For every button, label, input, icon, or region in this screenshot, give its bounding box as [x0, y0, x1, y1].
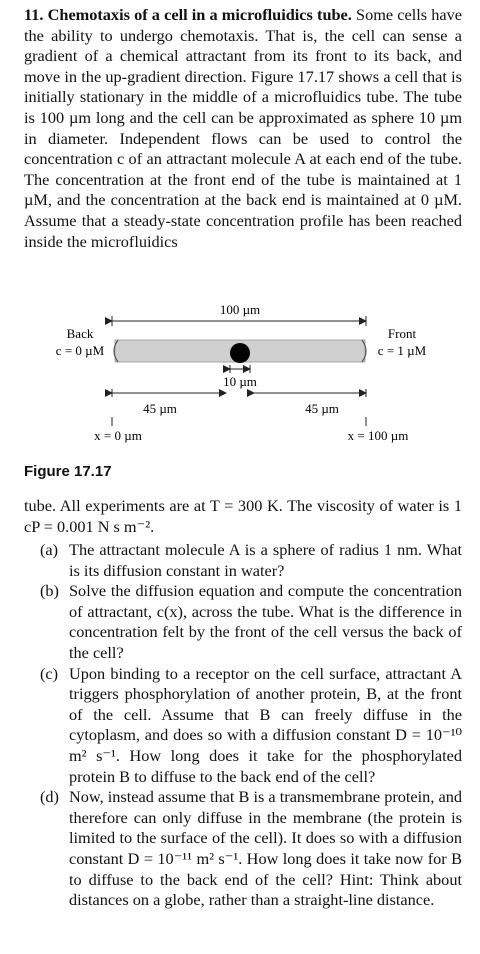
part-a — [24, 540, 462, 581]
right-gap-label: 45 µm — [305, 401, 339, 416]
tube-length-dimension — [112, 302, 366, 326]
problem-parts — [24, 540, 462, 911]
problem-intro-text: Some cells have the ability to undergo chemotaxis. That is, the cell can sense a gradient of a chemical attractant from its front to its back, and move in the up-gradient direction. Figure 17.17 shows a cell that is initially stationary in the middle of a microfluidics tube. The tube is 100 µm long and the cell can be approximated as sphere 10 µm in diameter. Independent flows can be used to control the concentration c of an attractant molecule A at each end of the tube. The concentration at the front end of the tube is maintained at 1 µM, and the concentration at the back end is maintained at 0 µM. Assume that a steady-state concentration profile has been reached inside the microfluidics — [24, 5, 463, 251]
left-gap-label: 45 µm — [143, 401, 177, 416]
cell — [230, 343, 250, 363]
cell-diameter-label: 10 µm — [223, 374, 257, 389]
part-d — [24, 787, 462, 911]
back-label: Back — [66, 326, 94, 341]
problem-intro — [24, 5, 462, 252]
part-d-text: Now, instead assume that B is a transmembrane protein, and therefore can only diffuse in the membrane (the protein is limited to the surface of the cell). It does so with a diffusion constant D = 10⁻¹¹ m² s⁻¹. How long does it take now for B to diffuse to the back end of the cell? Hint: Think about distances on a globe, rather than a straight-line distance. — [69, 787, 462, 910]
part-a-text: The attractant molecule A is a sphere of radius 1 nm. What is its diffusion constant in water? — [69, 540, 462, 580]
part-c-label: (c) — [40, 663, 59, 683]
gap-dimensions — [112, 389, 366, 416]
part-b-text: Solve the diffusion equation and compute the concentration of attractant, c(x), across the tube. What is the difference in concentration felt by the front of the cell versus the back of the cell? — [69, 581, 462, 662]
part-c — [24, 664, 462, 788]
problem-number: 11. — [24, 5, 44, 24]
front-concentration: c = 1 µM — [377, 343, 427, 358]
cell-diameter-dimension — [223, 365, 257, 389]
part-c-text: Upon binding to a receptor on the cell surface, attractant A triggers phosphorylation of another protein, B, at the front of the cell. Assume that B can freely diffuse in the cytoplasm, and does so with a diffusion constant D = 10⁻¹⁰ m² s⁻¹. How long does it take for the phosphorylated protein B to diffuse to the back end of the cell? — [69, 663, 462, 786]
figure-17-17 — [0, 285, 480, 455]
tube-length-label: 100 µm — [219, 302, 261, 317]
part-b-label: (b) — [40, 581, 59, 601]
problem-title: Chemotaxis of a cell in a microfluidics tube. — [47, 5, 352, 24]
back-concentration: c = 0 µM — [55, 343, 105, 358]
part-b — [24, 581, 462, 663]
part-d-label: (d) — [40, 787, 59, 807]
x-start-label: x = 0 µm — [94, 428, 142, 443]
front-label: Front — [387, 326, 417, 341]
x-end-label: x = 100 µm — [347, 428, 409, 443]
part-a-label: (a) — [40, 540, 59, 559]
figure-caption: Figure 17.17 — [24, 463, 112, 480]
tube-diagram — [0, 285, 480, 455]
problem-continuation: tube. All experiments are at T = 300 K. The viscosity of water is 1 cP = 0.001 N s m⁻². — [24, 496, 462, 536]
position-markers — [94, 417, 408, 443]
